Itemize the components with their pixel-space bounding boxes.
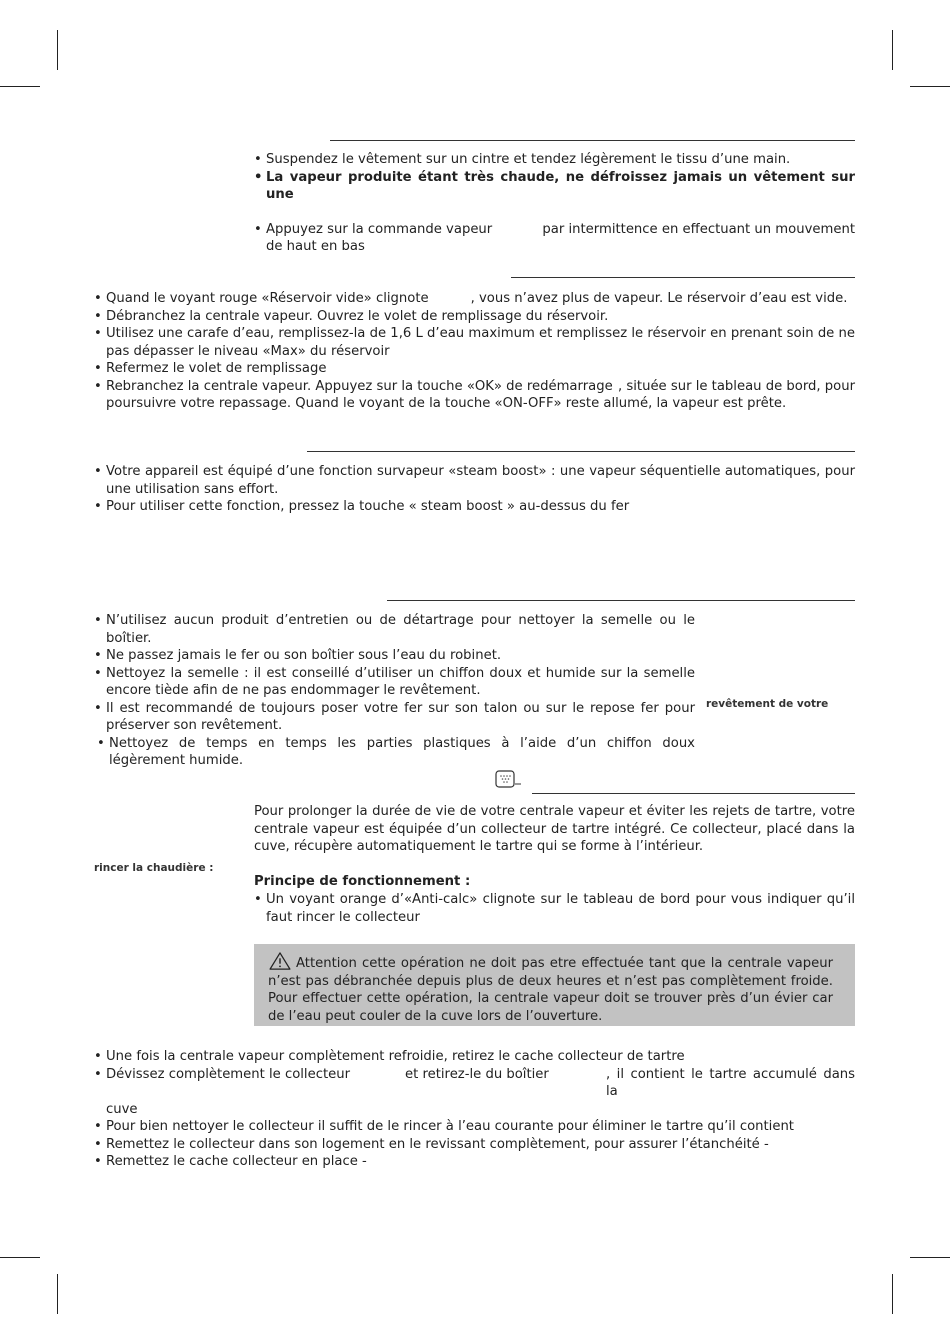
cleaning-section (94, 612, 695, 770)
bullet-list (94, 612, 695, 770)
list-item-text: Quand le voyant rouge «Réservoir vide» clignote (106, 291, 429, 306)
crop-mark (57, 30, 58, 70)
list-item: • N’utilisez aucun produit d’entretien ou de détartrage pour nettoyer la semelle ou le boîtier. (94, 612, 695, 647)
list-item: • Pour bien nettoyer le collecteur il suffit de le rincer à l’eau courante pour éliminer le tartre qu’il contient (94, 1118, 855, 1136)
list-item: • Pour utiliser cette fonction, pressez la touche « steam boost » au-dessus du fer (94, 498, 855, 516)
bullet-list (94, 1048, 855, 1171)
bullet-list (94, 290, 855, 413)
warning-text: Attention cette opération ne doit pas etre effectuée tant que la centrale vapeur n’est pas débranchée depuis plus de deux heures et n’est pas complètement froide. Pour effectuer cette opération, la centrale vapeur doit se trouver près d’un évier car de l’eau peut couler de la cuve lors de l’ouverture. (268, 956, 833, 1024)
list-item-text: • Dévissez complètement le collecteur (106, 1066, 351, 1082)
anti-calc-intro: Pour prolonger la durée de vie de votre centrale vapeur et éviter les rejets de tartre, votre centrale vapeur est équipée d’un collecteur de tartre intégré. Ce collecteur, placé dans la cuve, récupère automatiquement le tartre qui se forme à l’intérieur. (254, 804, 855, 854)
list-item: • Remettez le cache collecteur en place - (94, 1153, 855, 1171)
list-item-text: • Rebranchez la centrale vapeur. Appuyez sur la touche «OK» de redémarrage (106, 378, 613, 394)
crop-mark (892, 30, 893, 70)
crop-mark (910, 86, 950, 87)
crop-mark (57, 1274, 58, 1314)
section-rule (511, 277, 855, 278)
crop-mark (892, 1274, 893, 1314)
steam-hanging-section (254, 151, 855, 256)
bullet-list (254, 891, 855, 926)
refill-section (94, 290, 855, 413)
crop-mark (0, 1257, 40, 1258)
list-item-text: par intermittence en effectuant un mouvement (542, 221, 855, 237)
collector-steps-section (94, 1048, 855, 1171)
side-note: rincer la chaudière : (94, 862, 214, 874)
section-rule (532, 793, 855, 794)
list-item: • Une fois la centrale vapeur complètement refroidie, retirez le cache collecteur de tartre (94, 1048, 855, 1066)
list-item: • Nettoyez de temps en temps les parties plastiques à l’aide d’un chiffon doux légèrement humide. (97, 735, 695, 770)
list-item-text: , située sur le tableau de bord, pour (618, 378, 855, 394)
section-rule (330, 140, 855, 141)
list-item (94, 290, 855, 308)
list-item: • Votre appareil est équipé d’une fonction survapeur «steam boost» : une vapeur séquentielle automatiques, pour une utilisation sans effort. (94, 463, 855, 498)
crop-mark (0, 86, 40, 87)
principle-section (254, 891, 855, 926)
list-item-text: • Appuyez sur la commande vapeur (266, 221, 493, 237)
list-item: • Ne passez jamais le fer ou son boîtier sous l’eau du robinet. (94, 647, 695, 665)
list-item-text: cuve (106, 1101, 138, 1117)
list-item-text: et retirez-le du boîtier (405, 1066, 549, 1082)
crop-mark (910, 1257, 950, 1258)
list-item: • Suspendez le vêtement sur un cintre et tendez légèrement le tissu d’une main. (254, 151, 855, 169)
steam-boost-section (94, 463, 855, 516)
list-item: • Remettez le collecteur dans son logement en le revissant complètement, pour assurer l’étanchéité - (94, 1136, 855, 1154)
anti-calc-icon (495, 770, 521, 790)
list-item (94, 1066, 855, 1119)
side-note: revêtement de votre (706, 698, 829, 710)
warning-box (254, 944, 855, 1026)
principle-title: Principe de fonctionnement : (254, 874, 471, 889)
list-item (254, 221, 855, 256)
section-rule (307, 451, 855, 452)
list-item: • Un voyant orange d’«Anti-calc» clignote sur le tableau de bord pour vous indiquer qu’il faut rincer le collecteur (254, 891, 855, 926)
list-item: • Refermez le volet de remplissage (94, 360, 855, 378)
list-item (94, 378, 855, 413)
list-item: • Nettoyez la semelle : il est conseillé d’utiliser un chiffon doux et humide sur la semelle encore tiède afin de ne pas endommager le revêtement. (94, 665, 695, 700)
list-item-text: de haut en bas (266, 239, 365, 254)
list-item: • Il est recommandé de toujours poser votre fer sur son talon ou sur le repose fer pour préserver son revêtement. (94, 700, 695, 735)
list-item: • Utilisez une carafe d’eau, remplissez-la de 1,6 L d’eau maximum et remplissez le réservoir en prenant soin de ne pas dépasser le niveau «Max» du réservoir (94, 325, 855, 360)
list-item-text: poursuivre votre repassage. Quand le voyant de la touche «ON-OFF» reste allumé, la vapeur est prête. (106, 396, 787, 411)
list-item: • La vapeur produite étant très chaude, ne défroissez jamais un vêtement sur une (254, 169, 855, 204)
warning-triangle-icon (268, 952, 292, 970)
list-item-text: , il contient le tartre accumulé dans la (606, 1066, 855, 1099)
list-item-text: , vous n’avez plus de vapeur. Le réservoir d’eau est vide. (470, 291, 848, 306)
bullet-list (254, 151, 855, 256)
list-item: • Débranchez la centrale vapeur. Ouvrez le volet de remplissage du réservoir. (94, 308, 855, 326)
bullet-list (94, 463, 855, 516)
section-rule (387, 600, 855, 601)
